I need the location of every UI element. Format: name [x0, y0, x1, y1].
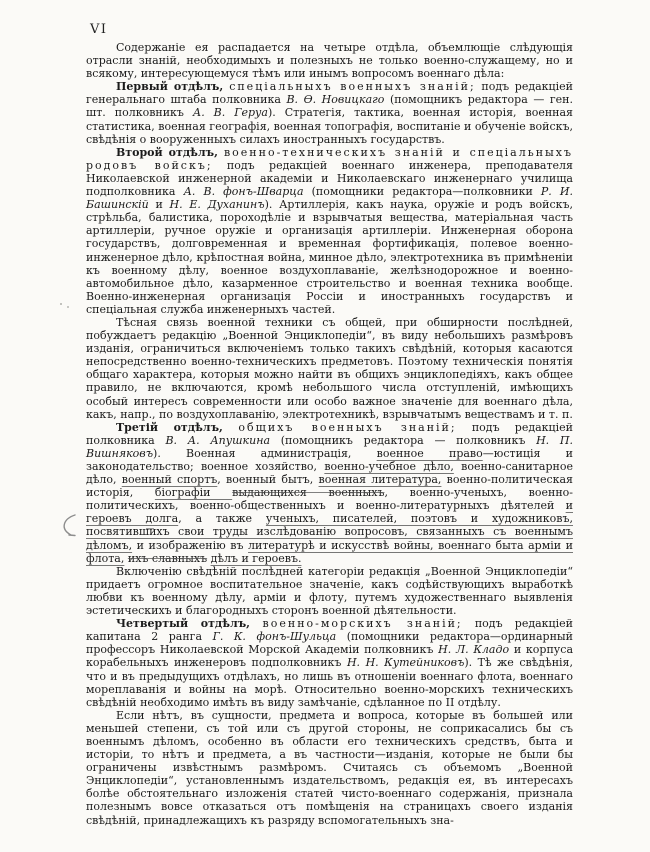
text-run: ). Тѣ же свѣдѣнія, что и въ предыдущихъ отдѣлахъ, но лишь въ отношеніи военнаго флота, военнаго мореплаванія и войны на морѣ. Относительно военно-морскихъ техническихъ свѣдѣній необходимо имѣть въ виду замѣчаніе, сдѣланное по II отдѣлу. — [86, 656, 573, 709]
text-run: Первый отдѣлъ, — [116, 80, 230, 94]
text-run: —юстиція и законодательство; военное хозяйство, — [86, 446, 573, 473]
text-run: А. В. Геруа — [192, 106, 268, 120]
text-run: и корпуса корабельныхъ инженеровъ подполковникъ — [86, 643, 573, 670]
text-run: военно-техническихъ знаній и спеціальныхъ родовъ войскъ; — [86, 145, 574, 172]
scan-speck — [67, 306, 69, 308]
text-run: ). Стратегія, тактика, военная исторія, военная статистика, военная географія, военная топографія, воспитаніе и обученіе войскъ, свѣдѣнія о вооруженныхъ силахъ иностранныхъ государствъ. — [86, 106, 573, 146]
text-run: Включенію свѣдѣній послѣдней категоріи редакція „Военной Энциклопедіи“ придаетъ огромное воспитательное значеніе, какъ содѣйствующихъ выработкѣ любви къ военному дѣлу, арміи и флоту, путемъ художественнаго выявленія эстетическихъ и благородныхъ сторонъ военной дѣятельности. — [86, 564, 573, 618]
text-run: Г. К. фонъ-Шульца — [212, 630, 337, 644]
pencil-underlined-text: военная литература, — [318, 473, 442, 487]
text-run: военно-морскихъ знаній; — [262, 617, 463, 631]
pencil-underlined-text: военное право — [376, 446, 483, 460]
paragraph — [86, 316, 573, 421]
text-run: подъ редакціей полковника — [86, 420, 573, 447]
text-run: подъ редакціей капитана 2 ранга — [86, 617, 573, 644]
pencil-underlined-text: литературѣ и искусствѣ войны, военнаго быта арміи и флота, — [86, 538, 573, 565]
text-run: Н. Л. Кладо — [438, 643, 510, 657]
pencil-underlined-text: біографіи — [154, 486, 233, 500]
paragraph — [86, 80, 573, 145]
text-run: военно-санитарное дѣло, — [86, 460, 573, 487]
text-run: общихъ военныхъ знаній; — [238, 420, 457, 434]
text-run: В. А. Апушкина — [165, 433, 271, 447]
text-run: Н. Н. Кутейниковъ — [346, 656, 465, 670]
text-run: ). Артиллерія, какъ наука, оружіе и родъ войскъ, стрѣльба, балистика, пороходѣліе и взрывчатыя вещества, матеріальная часть артиллеріи, ручное оружіе и организація артиллеріи. Инженерная оборона государствъ, долговременная и временная фортификація, полевое военно-инженерное дѣло, крѣпостная война, минное дѣло, электротехника въ примѣненіи къ военному дѣлу, военное воздухоплаваніе, желѣзнодорожное и военно-автомобильное дѣло, казарменное строительство и военная техника вообще. Военно-инженерная организація Россіи и иностранныхъ государствъ и спеціальная служба инженерныхъ частей. — [86, 198, 573, 316]
margin-pencil-dash — [146, 528, 154, 529]
text-run: Н. П. Вишняковъ — [86, 433, 574, 460]
text-run: А. В. фонъ-Шварца — [183, 185, 304, 199]
pencil-underlined-text: военно-учебное дѣло, — [324, 460, 454, 473]
paragraph — [86, 146, 573, 316]
pencil-underlined-text: военный спортъ — [121, 473, 218, 487]
text-run: ). Военная администрація, — [153, 446, 377, 460]
text-run: (помощники редактора—полковники — [303, 185, 541, 199]
scan-speck — [60, 303, 62, 305]
text-run: , а также — [178, 512, 266, 526]
text-run: (помощникъ редактора — ген. шт. полковникъ — [86, 93, 573, 120]
text-run: подъ редакціей военнаго инженера, преподавателя Николаевской инженерной академіи и Николаевскаго инженернаго училища подполковника — [86, 158, 573, 199]
page-number: VI — [90, 22, 108, 37]
text-run: Второй отдѣлъ, — [116, 145, 224, 159]
pencil-struck-text: выдающихся военныхъ — [232, 486, 385, 500]
pencil-underlined-text: ученыхъ, писателей, поэтовъ и художниковъ, посвятившихъ свои труды изслѣдованію вопросовъ, связанныхъ съ военнымъ дѣломъ, — [86, 512, 573, 552]
text-run: , военно-ученыхъ, военно-политическихъ, военно-общественныхъ и военно-литературныхъ дѣятелей — [86, 486, 573, 513]
text-run: и — [148, 198, 170, 212]
text-run: Тѣсная связь военной техники съ общей, при обширности послѣдней, побуждаетъ редакцію „Военной Энциклопедіи“, въ виду небольшихъ размѣровъ изданія, ограничиться включеніемъ только такихъ свѣдѣній, которыя касаются непосредственно военно-техническихъ предметовъ. Поэтому техническія понятія общаго характера, которыя можно найти въ общихъ энциклопедіяхъ, какъ общее правило, не включаются, кромѣ небольшого числа отступленій, имѣющихъ особый интересъ современности или особо важное значеніе для военнаго дѣла, какъ, напр., по воздухоплаванію, электротехникѣ, взрывчатымъ веществамъ и т. п. — [86, 315, 573, 421]
text-run: и изображенію въ — [132, 538, 249, 552]
paragraph — [86, 617, 573, 709]
paragraph — [86, 709, 573, 827]
text-run: Если нѣтъ, въ сущности, предмета и вопроса, которые въ большей или меньшей степени, съ той или съ другой стороны, не соприкасались бы съ военнымъ дѣломъ, особенно въ области его техническихъ средствъ, быта и исторіи, то нѣтъ и предмета, а въ частности—изданія, которые не были бы ограничены извѣстнымъ размѣромъ. Считаясь съ объемомъ „Военной Энциклопедіи“, установленнымъ издательствомъ, редакція ея, въ интересахъ болѣе обстоятельнаго изложенія статей чисто-военнаго содержанія, признала полезнымъ вовсе отказаться отъ помѣщенія на страницахъ своего изданія свѣдѣній, принадлежащихъ къ разряду вспомогательныхъ зна- — [86, 708, 573, 827]
text-run: военно-политическая исторія, — [86, 473, 573, 500]
text-run: Четвертый отдѣлъ, — [116, 617, 263, 631]
paragraph — [86, 41, 573, 80]
page-text — [86, 41, 573, 827]
paragraph — [86, 421, 573, 565]
pencil-underlined-text: дѣлъ и героевъ. — [210, 551, 302, 565]
text-run: (помощникъ редактора — полковникъ — [270, 433, 537, 447]
margin-pencil-mark — [56, 512, 78, 540]
text-run: подъ редакціей генеральнаго штаба полковника — [86, 80, 573, 107]
text-run: Третій отдѣлъ, — [116, 420, 239, 434]
pencil-struck-text: ихъ славныхъ — [127, 551, 208, 565]
paragraph — [86, 565, 573, 617]
pencil-underlined-text: и героевъ долга — [86, 499, 573, 526]
text-run: спеціальныхъ военныхъ знаній; — [229, 80, 476, 94]
text-run: Содержаніе ея распадается на четыре отдѣла, объемлющіе слѣдующія отрасли знаній, необходимыхъ и полезныхъ не только военно-служащему, но и всякому, интересующемуся тѣмъ или инымъ вопросомъ военнаго дѣла: — [86, 41, 573, 81]
text-run: (помощники редактора—ординарный профессоръ Николаевской Морской Академіи полковникъ — [86, 630, 574, 657]
text-run: Р. И. Башинскій — [86, 185, 573, 212]
text-run: В. Ѳ. Новицкаго — [286, 93, 385, 107]
text-run: , военный бытъ, — [217, 473, 319, 487]
text-run: Н. Е. Духанинъ — [169, 198, 265, 212]
